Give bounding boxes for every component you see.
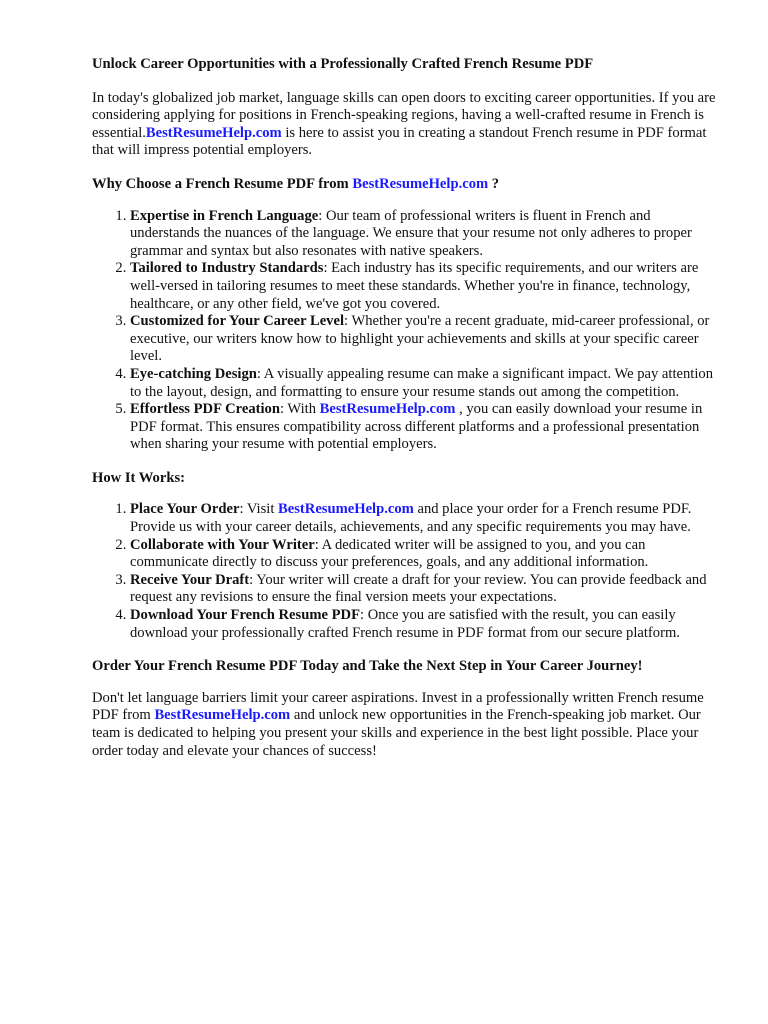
why-item-expertise <box>130 208 720 261</box>
why-item-text-post: , you can easily download your resume in PDF format. This ensures compatibility across different platforms and a professional presentation when sharing your resume with potential employers. <box>130 401 703 453</box>
why-item-title: Expertise in French Language <box>130 207 319 224</box>
why-heading-text: Why Choose a French Resume PDF from <box>92 175 353 192</box>
closing-paragraph <box>92 690 720 760</box>
why-item-text: : Our team of professional writers is fluent in French and understands the nuances of the language. We ensure that your resume not only adheres to proper grammar and syntax but also resonates with native speakers. <box>130 207 692 259</box>
document-page <box>92 56 720 760</box>
how-item-title: Download Your French Resume PDF <box>130 607 360 624</box>
intro-link[interactable]: BestResumeHelp.com <box>145 124 282 141</box>
document-title: Unlock Career Opportunities with a Professionally Crafted French Resume PDF <box>92 56 594 72</box>
closing-text-1: Don't let language barriers limit your career aspirations. Invest in a professionally written French resume PDF from <box>92 689 704 724</box>
how-item-link[interactable]: BestResumeHelp.com <box>278 501 414 518</box>
why-item-text: : A visually appealing resume can make a significant impact. We pay attention to the layout, design, and formatting to ensure your resume stands out among the competition. <box>130 365 713 400</box>
closing-text-2: and unlock new opportunities in the French-speaking job market. Our team is dedicated to helping you present your skills and experience in the best light possible. Place your order today and elevate your chances of success! <box>92 707 701 759</box>
how-item-text: : Once you are satisfied with the result, you can easily download your professionally crafted French resume in PDF format from our secure platform. <box>130 607 680 641</box>
why-item-career-level <box>130 313 720 366</box>
how-item-text: : A dedicated writer will be assigned to you, and you can communicate directly to discuss your preferences, goals, and any additional information. <box>130 536 649 571</box>
how-item-title: Receive Your Draft <box>130 571 250 588</box>
why-item-text: : Each industry has its specific requirements, and our writers are well-versed in tailoring resumes to meet these standards. Whether you're in finance, technology, healthcare, or any other field, we've got you covered. <box>130 260 699 312</box>
closing-link[interactable]: BestResumeHelp.com <box>154 707 291 724</box>
how-item-title: Collaborate with Your Writer <box>130 536 315 553</box>
why-heading-link[interactable]: BestResumeHelp.com <box>352 175 489 192</box>
why-item-title: Customized for Your Career Level <box>130 313 345 330</box>
why-item-title: Eye-catching Design <box>130 365 257 382</box>
why-item-title: Tailored to Industry Standards <box>130 260 324 277</box>
how-item-text-pre: : Visit <box>239 501 279 518</box>
intro-text-1: In today's globalized job market, language skills can open doors to exciting career opportunities. If you are considering applying for positions in French-speaking regions, having a well-crafted resume in French is essential. <box>92 89 716 141</box>
how-item-title: Place Your Order <box>130 501 240 518</box>
why-item-text: : Whether you're a recent graduate, mid-career professional, or executive, our writers know how to highlight your achievements and skills at your specific career level. <box>130 313 710 365</box>
why-item-industry <box>130 260 720 313</box>
why-item-pdf <box>130 401 720 454</box>
how-heading: How It Works: <box>92 469 185 486</box>
why-heading <box>92 176 720 194</box>
why-item-design <box>130 366 720 401</box>
closing-heading: Order Your French Resume PDF Today and Take the Next Step in Your Career Journey! <box>92 658 643 675</box>
intro-paragraph <box>92 90 720 160</box>
why-item-title: Effortless PDF Creation <box>130 401 280 418</box>
how-item-collaborate <box>130 537 720 572</box>
why-item-link[interactable]: BestResumeHelp.com <box>319 401 456 418</box>
how-item-text-post: and place your order for a French resume PDF. Provide us with your career details, achievements, and any specific requirements you may have. <box>130 501 692 536</box>
why-list <box>92 208 720 454</box>
how-item-order <box>130 501 720 536</box>
why-item-text-pre: : With <box>279 401 320 418</box>
intro-text-2: is here to assist you in creating a standout French resume in PDF format that will impress potential employers. <box>92 124 707 159</box>
how-list <box>92 501 720 642</box>
how-item-text: : Your writer will create a draft for your review. You can provide feedback and request any revisions to ensure the final version meets your expectations. <box>130 571 707 606</box>
how-item-draft <box>130 572 720 607</box>
how-item-download <box>130 607 720 642</box>
why-heading-suffix: ? <box>488 175 500 192</box>
